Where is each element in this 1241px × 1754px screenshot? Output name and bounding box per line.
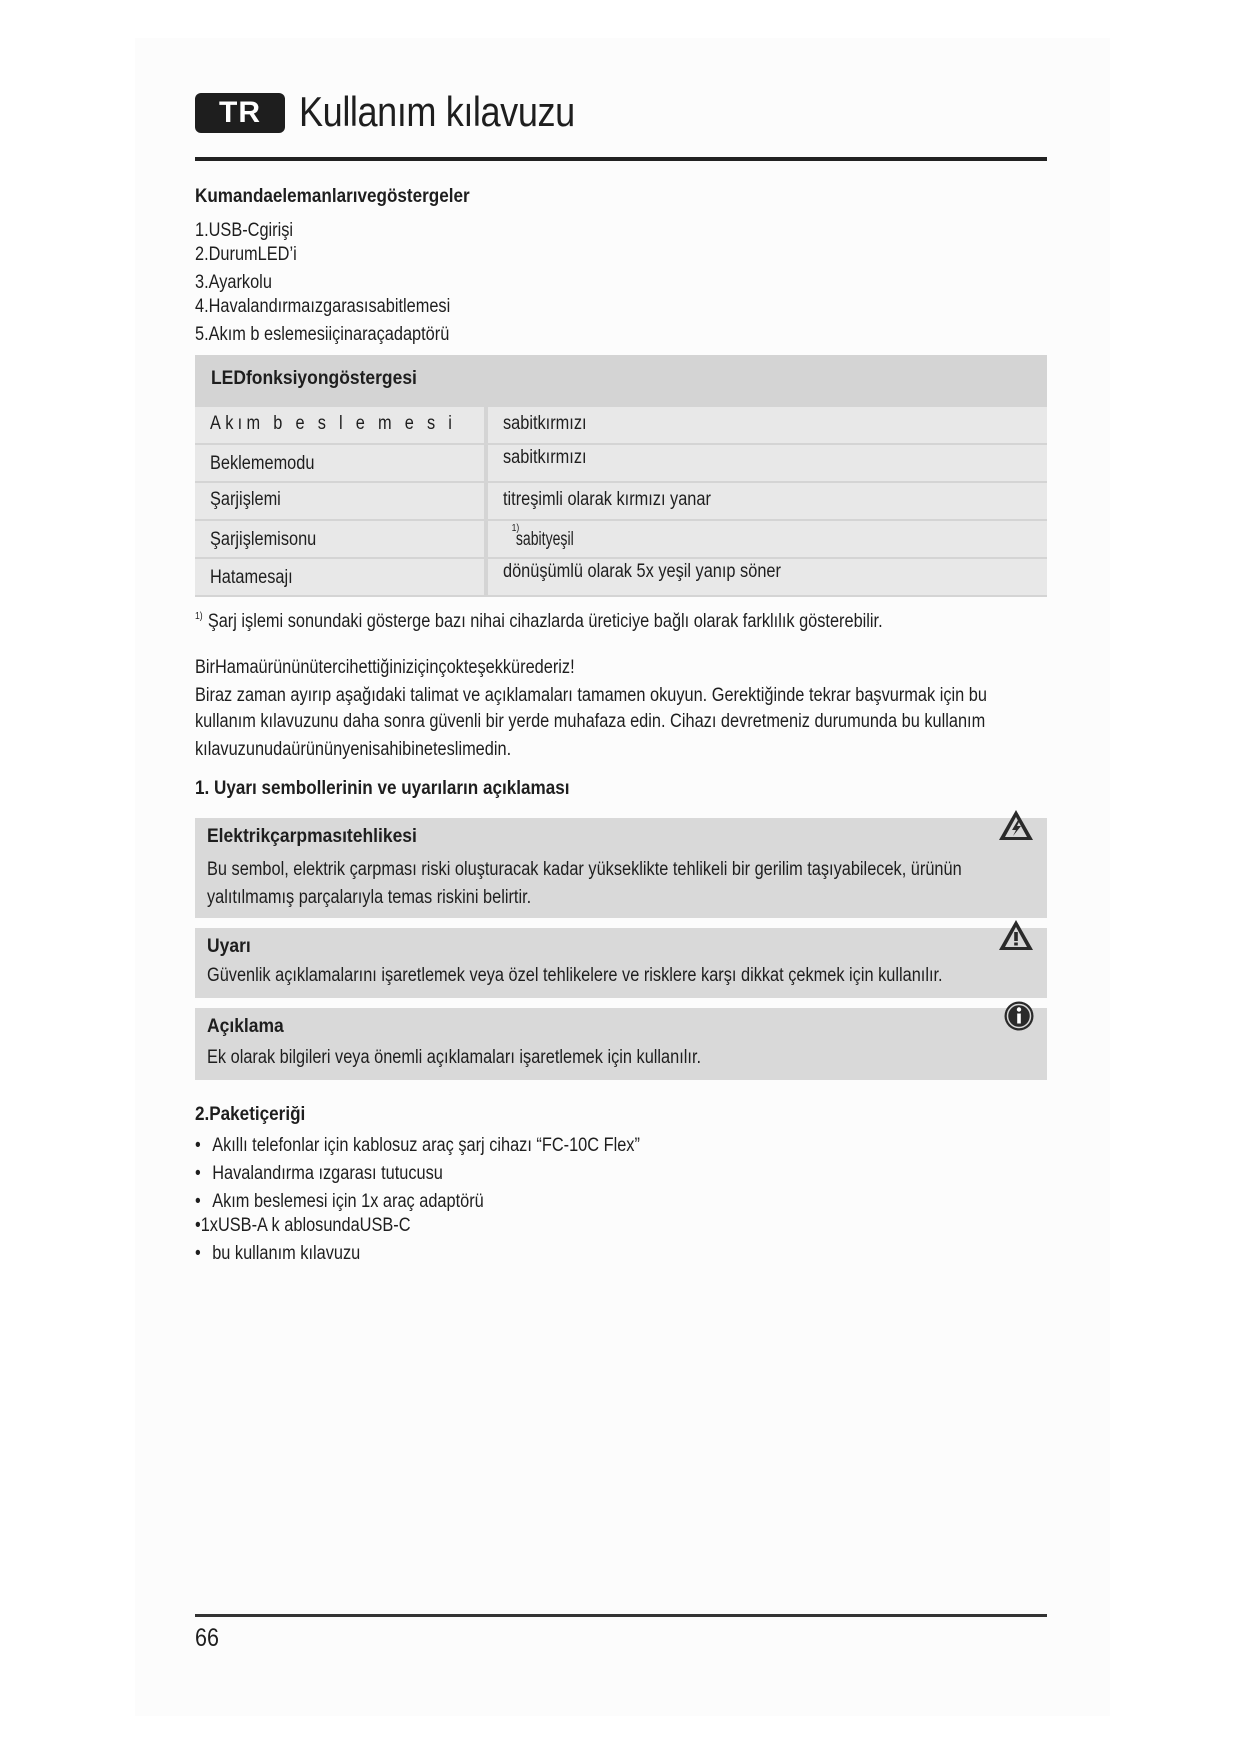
box-title: Açıklama (207, 1016, 284, 1037)
box-text: Bu sembol, elektrik çarpması riski oluşturacak kadar yükseklikte tehlikeli bir gerilim taşıyabilecek, ürünün (207, 859, 962, 880)
electric-warning-icon (997, 808, 1035, 842)
list-item: • bu kullanım kılavuzu (195, 1243, 361, 1264)
controls-item: 2.DurumLED’i (195, 244, 297, 265)
page-title: Kullanım kılavuzu (299, 88, 575, 135)
controls-item: 5.Akım b eslemesiiçinaraçadaptörü (195, 324, 450, 345)
box-title: Uyarı (207, 936, 251, 957)
language-badge: TR (195, 93, 285, 133)
table-row (195, 483, 1047, 519)
list-item: • Akıllı telefonlar için kablosuz araç şarj cihazı “FC-10C Flex” (195, 1135, 640, 1156)
box-title: Elektrikçarpmasıtehlikesi (207, 826, 417, 847)
table-footnote (195, 604, 928, 634)
controls-item: 4.Havalandırmaızgarasısabitlemesi (195, 296, 451, 317)
led-state: Hatamesajı (210, 567, 293, 588)
box-text: yalıtılmamış parçalarıyla temas riskini belirtir. (207, 887, 532, 908)
header-divider (195, 157, 1047, 161)
controls-item: 1.USB-Cgirişi (195, 220, 294, 241)
footnote-text: Şarj işlemi sonundaki gösterge bazı nihai cihazlarda üreticiye bağlı olarak farklılık gösterebilir. (207, 611, 883, 632)
footer-divider (195, 1614, 1047, 1617)
led-indication: titreşimli olarak kırmızı yanar (503, 489, 711, 510)
thanks-line: BirHamaürününütercihettiğiniziçinçokteşekkürederiz! (195, 657, 575, 678)
led-function-table (195, 355, 1047, 597)
controls-heading: Kumandaelemanlarıvegöstergeler (195, 186, 470, 207)
info-icon (1003, 1000, 1035, 1032)
table-row (195, 521, 1047, 557)
led-state: Beklememodu (210, 453, 315, 474)
led-indication: sabitkırmızı (503, 413, 587, 434)
page-number: 66 (195, 1624, 219, 1652)
list-item: • Akım beslemesi için 1x araç adaptörü (195, 1191, 484, 1212)
led-indication: sabitkırmızı (503, 447, 587, 468)
list-item: •1xUSB-A k ablosundaUSB-C (195, 1215, 411, 1236)
note-box (195, 1008, 1047, 1080)
led-state: Şarjişlemi (210, 489, 281, 510)
box-text: Ek olarak bilgileri veya önemli açıklamaları işaretlemek için kullanılır. (207, 1047, 702, 1068)
table-row (195, 559, 1047, 595)
footnote-marker: 1) (195, 611, 203, 622)
led-table-header (195, 355, 1047, 405)
page-header (195, 88, 1047, 158)
table-row (195, 445, 1047, 481)
box-text: Güvenlik açıklamalarını işaretlemek veya özel tehlikelere ve risklere karşı dikkat çekmek için kullanılır. (207, 965, 943, 986)
section-1-heading: 1. Uyarı sembollerinin ve uyarıların açıklaması (195, 778, 570, 799)
electric-shock-warning-box (195, 818, 1047, 918)
caution-box (195, 928, 1047, 998)
led-state: Akım b e s l e m e s i (210, 413, 457, 434)
warning-icon (997, 918, 1035, 952)
led-table-title: LEDfonksiyongöstergesi (211, 368, 417, 389)
controls-item: 3.Ayarkolu (195, 272, 272, 293)
section-2-heading: 2.Paketiçeriği (195, 1104, 306, 1125)
footnote-marker: 1) (511, 523, 520, 534)
led-state: Şarjişlemisonu (210, 529, 317, 550)
intro-line: kılavuzunudaürününyenisahibineteslimedin. (195, 739, 512, 760)
intro-line: Biraz zaman ayırıp aşağıdaki talimat ve açıklamaları tamamen okuyun. Gerektiğinde tekrar başvurmak için bu (195, 685, 987, 706)
table-row (195, 407, 1047, 443)
list-item: • Havalandırma ızgarası tutucusu (195, 1163, 443, 1184)
led-indication: dönüşümlü olarak 5x yeşil yanıp söner (503, 561, 781, 582)
intro-line: kullanım kılavuzunu daha sonra güvenli bir yerde muhafaza edin. Cihazı devretmeniz durumunda bu kullanım (195, 711, 986, 732)
led-indication: sabityeşil (515, 529, 574, 550)
